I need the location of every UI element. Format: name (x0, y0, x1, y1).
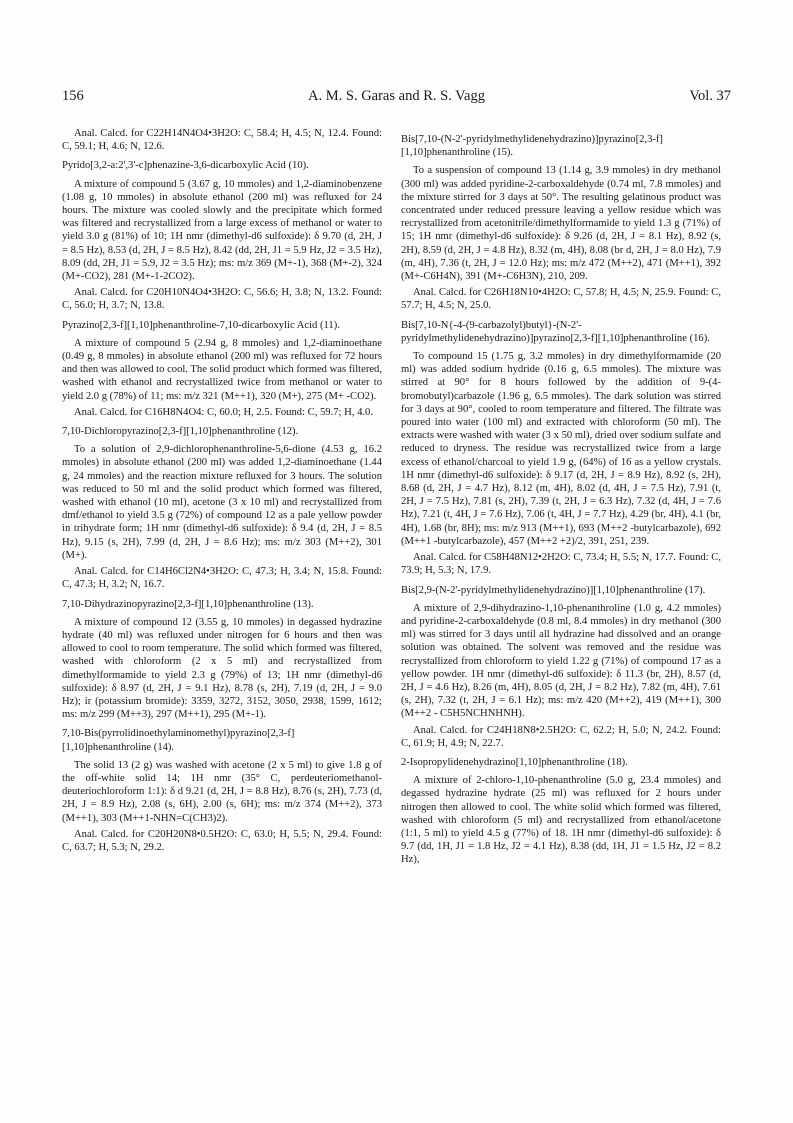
procedure-paragraph: A mixture of compound 12 (3.55 g, 10 mmoles) in degassed hydrazine hydrate (40 ml) was refluxed under nitrogen for 6 hours and then was allowed to cool to room temperature. The solid which formed was filtered, washed with chloroform (2 x 5 ml) and recrystallized from dimethylformamide to yield 2.3 g (79%) of 13; 1H nmr (dimethyl-d6 sulfoxide): δ 8.97 (d, 2H, J = 9.1 Hz), 8.78 (s, 2H), 7.19 (d, 2H, J = 9.0 Hz); ir (potassium bromide): 3359, 3272, 3152, 3050, 2938, 1599, 1612; ms: m/z 299 (M++3), 297 (M++1), 295 (M+-1). (62, 616, 382, 721)
compound-heading: 7,10-Bis(pyrrolidinoethylaminomethyl)pyrazino[2,3-f][1,10]phenanthroline (14). (62, 728, 295, 753)
volume-label: Vol. 37 (689, 88, 731, 104)
compound-heading: Pyrido[3,2-a:2',3'-c]phenazine-3,6-dicarboxylic Acid (10). (62, 160, 309, 172)
running-header-authors: A. M. S. Garas and R. S. Vagg (308, 88, 485, 104)
analysis-paragraph: Anal. Calcd. for C58H48N12•2H2O: C, 73.4; H, 5.5; N, 17.7. Found: C, 73.9; H, 5.3; N, 17.9. (401, 552, 721, 577)
compound-heading: 2-Isopropylidenehydrazino[1,10]phenanthroline (18). (401, 756, 628, 768)
procedure-paragraph: A mixture of compound 5 (2.94 g, 8 mmoles) and 1,2-diaminoethane (0.49 g, 8 mmoles) in absolute ethanol (200 ml) was refluxed for 72 hours and then was allowed to cool. The solid product which formed was filtered, washed with ethanol and recrystallized twice from methanol or water to yield 2.0 g (78%) of 11; ms: m/z 321 (M++1), 320 (M+), 275 (M+ -CO2). (62, 337, 382, 402)
compound-heading: Bis[7,10-N{-4-(9-carbazolyl)butyl}-(N-2'-pyridylmethylidenehydrazino)]pyrazino[2,3-f][1,10]phenanthroline (16). (401, 319, 710, 344)
analysis-paragraph: Anal. Calcd. for C20H10N4O4•3H2O: C, 56.6; H, 3.8; N, 13.2. Found: C, 56.0; H, 3.7; N, 13.8. (62, 287, 382, 312)
analysis-paragraph: Anal. Calcd. for C16H8N4O4: C, 60.0; H, 2.5. Found: C, 59.7; H, 4.0. (74, 406, 373, 418)
compound-heading: 7,10-Dihydrazinopyrazino[2,3-f][1,10]phenanthroline (13). (62, 598, 314, 610)
compound-heading: Pyrazino[2,3-f][1,10]phenanthroline-7,10-dicarboxylic Acid (11). (62, 319, 340, 331)
procedure-paragraph: To compound 15 (1.75 g, 3.2 mmoles) in dry dimethylformamide (20 ml) was added sodium hydride (0.16 g, 6.5 mmoles). The mixture was stirred at 90° for 8 hours followed by the addition of 9-(4-bromobutyl)carbazole (1.96 g, 6.5 mmoles). The dark solution was stirred for 3 days at 90°, cooled to room temperature and filtered. The filtrate was poured into water (100 ml) and extracted with chloroform (50 ml). The extracts were washed with water (3 x 50 ml), dried over sodium sulfate and reduced to dryness. The residue was recrystallized twice from a large excess of ethanol/charcoal to yield 1.9 g, (64%) of 16 as a yellow crystals. 1H nmr (dimethyl-d6 sulfoxide): δ 9.17 (d, 2H, J = 8.9 Hz), 8.92 (s, 2H), 8.68 (d, 2H, J = 4.7 Hz), 8.12 (m, 4H), 8.02 (d, 4H, J = 7.5 Hz), 7.91 (t, 2H, J = 7.5 Hz), 7.81 (s, 2H), 7.39 (t, 2H, J = 6.3 Hz), 7.32 (d, 4H, J = 7.6 Hz), 7.21 (t, 4H, J = 7.6 Hz), 7.06 (t, 4H, J = 7.7 Hz), 4.29 (br, 4H), 4.1 (br, 4H), 1.68 (br, 8H); ms: m/z 913 (M++1), 693 (M++2 -butylcarbazole), 692 (M++1 -butylcarbazole), 457 (M++2 +2)/2, 391, 251, 239. (401, 351, 721, 547)
procedure-paragraph: To a suspension of compound 13 (1.14 g, 3.9 mmoles) in dry methanol (300 ml) was added pyridine-2-carboxaldehyde (0.74 ml, 7.8 mmoles) and the mixture stirred for 3 days at 50°. The resulting gelatinous product was concentrated under reduced pressure leaving a yellow residue which was recrystallized from acetonitrile/dimethylformamide to yield 1.3 g (71%) of 15; 1H nmr (dimethyl-d6 sulfoxide): δ 9.26 (d, 2H, J = 8.1 Hz), 8.92 (s, 2H), 8.59 (d, 2H, J = 4.8 Hz), 8.32 (m, 4H), 8.08 (br d, 2H, J = 8.0 Hz), 7.9 (m, 4H), 7.36 (t, 2H, J = 12.0 Hz); ms: m/z 472 (M++2), 471 (M++1), 392 (M+-C6H4N), 391 (M+-C6H3N), 210, 209. (401, 165, 721, 283)
procedure-paragraph: A mixture of compound 5 (3.67 g, 10 mmoles) and 1,2-diaminobenzene (1.08 g, 10 mmoles) in absolute ethanol (200 ml) was refluxed for 24 hours. The mixture was cooled slowly and the precipitate which formed was filtered and recrystallized from a large excess of methanol or water to yield 3.0 g (81%) of 10; 1H nmr (dimethyl-d6 sulfoxide): δ 9.70 (d, 2H, J = 8.5 Hz), 8.53 (d, 2H, J = 8.5 Hz), 8.42 (dd, 2H, J1 = 5.9 Hz, J2 = 3.5 Hz), 8.09 (dd, 2H, J1 = 5.9, J2 = 3.5 Hz); ms: m/z 369 (M+-1), 368 (M+-2), 324 (M+-CO2), 281 (M+-1-2CO2). (62, 178, 382, 283)
analysis-paragraph: Anal. Calcd. for C22H14N4O4•3H2O: C, 58.4; H, 4.5; N, 12.4. Found: C, 59.1; H, 4.6; N, 12.6. (62, 128, 382, 153)
procedure-paragraph: To a solution of 2,9-dichlorophenanthroline-5,6-dione (4.53 g, 16.2 mmoles) in absolute ethanol (200 ml) was added 1,2-diaminoethane (1.44 g, 24 mmoles) and the reaction mixture refluxed for 3 hours. The solution was reduced to 50 ml and the solid product which formed was filtered, washed with ethanol (10 ml), acetone (3 x 10 ml) and recrystallized from dmf/ethanol to yield 3.5 g (72%) of compound 12 as a pale yellow powder in trihydrate form; 1H nmr (dimethyl-d6 sulfoxide): δ 9.4 (d, 2H, J = 8.5 Hz), 9.15 (s, 2H), 7.99 (d, 2H, J = 8.6 Hz); ms: m/z 303 (M++2), 301 (M+). (62, 444, 382, 561)
analysis-paragraph: Anal. Calcd. for C14H6Cl2N4•3H2O: C, 47.3; H, 3.4; N, 15.8. Found: C, 47.3; H, 3.2; N, 16.7. (62, 566, 382, 591)
analysis-paragraph: Anal. Calcd. for C20H20N8•0.5H2O: C, 63.0; H, 5.5; N, 29.4. Found: C, 63.7; H, 5.3; N, 29.2. (62, 828, 382, 853)
analysis-paragraph: Anal. Calcd. for C26H18N10•4H2O: C, 57.8; H, 4.5; N, 25.9. Found: C, 57.7; H, 4.5; N, 25.0. (401, 287, 721, 312)
analysis-paragraph: Anal. Calcd. for C24H18N8•2.5H2O: C, 62.2; H, 5.0; N, 24.2. Found: C, 61.9; H, 4.9; N, 22.7. (401, 724, 721, 749)
procedure-paragraph: A mixture of 2,9-dihydrazino-1,10-phenanthroline (1.0 g, 4.2 mmoles) and pyridine-2-carboxaldehyde (0.8 ml, 8.4 mmoles) in dry methanol (300 ml) was stirred for 3 days until all hydrazine had dissolved and an orange solution was obtained. The solvent was removed and the residue was recrystallized from chloroform to yield 1.22 g (71%) of compound 17 as a yellow powder. 1H nmr (dimethyl-d6 sulfoxide): δ 11.3 (br, 2H), 8.57 (d, 2H, J = 4.6 Hz), 8.26 (m, 4H), 8.05 (d, 2H, J = 8.2 Hz), 7.82 (m, 4H), 7.61 (s, 2H), 7.32 (t, 2H, J = 6.1 Hz); ms: m/z 420 (M++2), 419 (M++1), 300 (M++2 - C5H5NCHNHNH). (401, 602, 721, 720)
right-column (401, 127, 721, 870)
procedure-paragraph: The solid 13 (2 g) was washed with acetone (2 x 5 ml) to give 1.8 g of the off-white solid 14; 1H nmr (35° C, perdeuteriomethanol-deuteriochloroform 1:1): δ d 9.21 (d, 2H, J = 8.8 Hz), 8.76 (s, 2H), 7.73 (d, 2H, J = 8.9 Hz), 2.08 (s, 6H), 2.00 (s, 6H); ms: m/z 374 (M++2), 373 (M++1), 303 (M++1-NHN=C(CH3)2). (62, 759, 382, 824)
page-number: 156 (62, 88, 84, 104)
compound-heading: 7,10-Dichloropyrazino[2,3-f][1,10]phenanthroline (12). (62, 426, 299, 438)
compound-heading: Bis[7,10-(N-2'-pyridylmethylidenehydrazino)]pyrazino[2,3-f][1,10]phenanthroline (15). (401, 134, 663, 159)
procedure-paragraph: A mixture of 2-chloro-1,10-phenanthroline (5.0 g, 23.4 mmoles) and degassed hydrazine hydrate (25 ml) was refluxed for 2 hours under nitrogen then allowed to cool. The white solid which formed was filtered, washed with chloroform (5 ml) and recrystallized from ethanol/acetone (1:1, 5 ml) to yield 4.5 g (77%) of 18. 1H nmr (dimethyl-d6 sulfoxide): δ 9.7 (dd, 1H, J1 = 1.8 Hz, J2 = 4.1 Hz), 8.38 (dd, 1H, J1 = 1.5 Hz, J2 = 8.2 Hz), (401, 775, 721, 866)
left-column (62, 127, 382, 857)
compound-heading: Bis[2,9-(N-2'-pyridylmethylidenehydrazino)][1,10]phenanthroline (17). (401, 584, 706, 596)
